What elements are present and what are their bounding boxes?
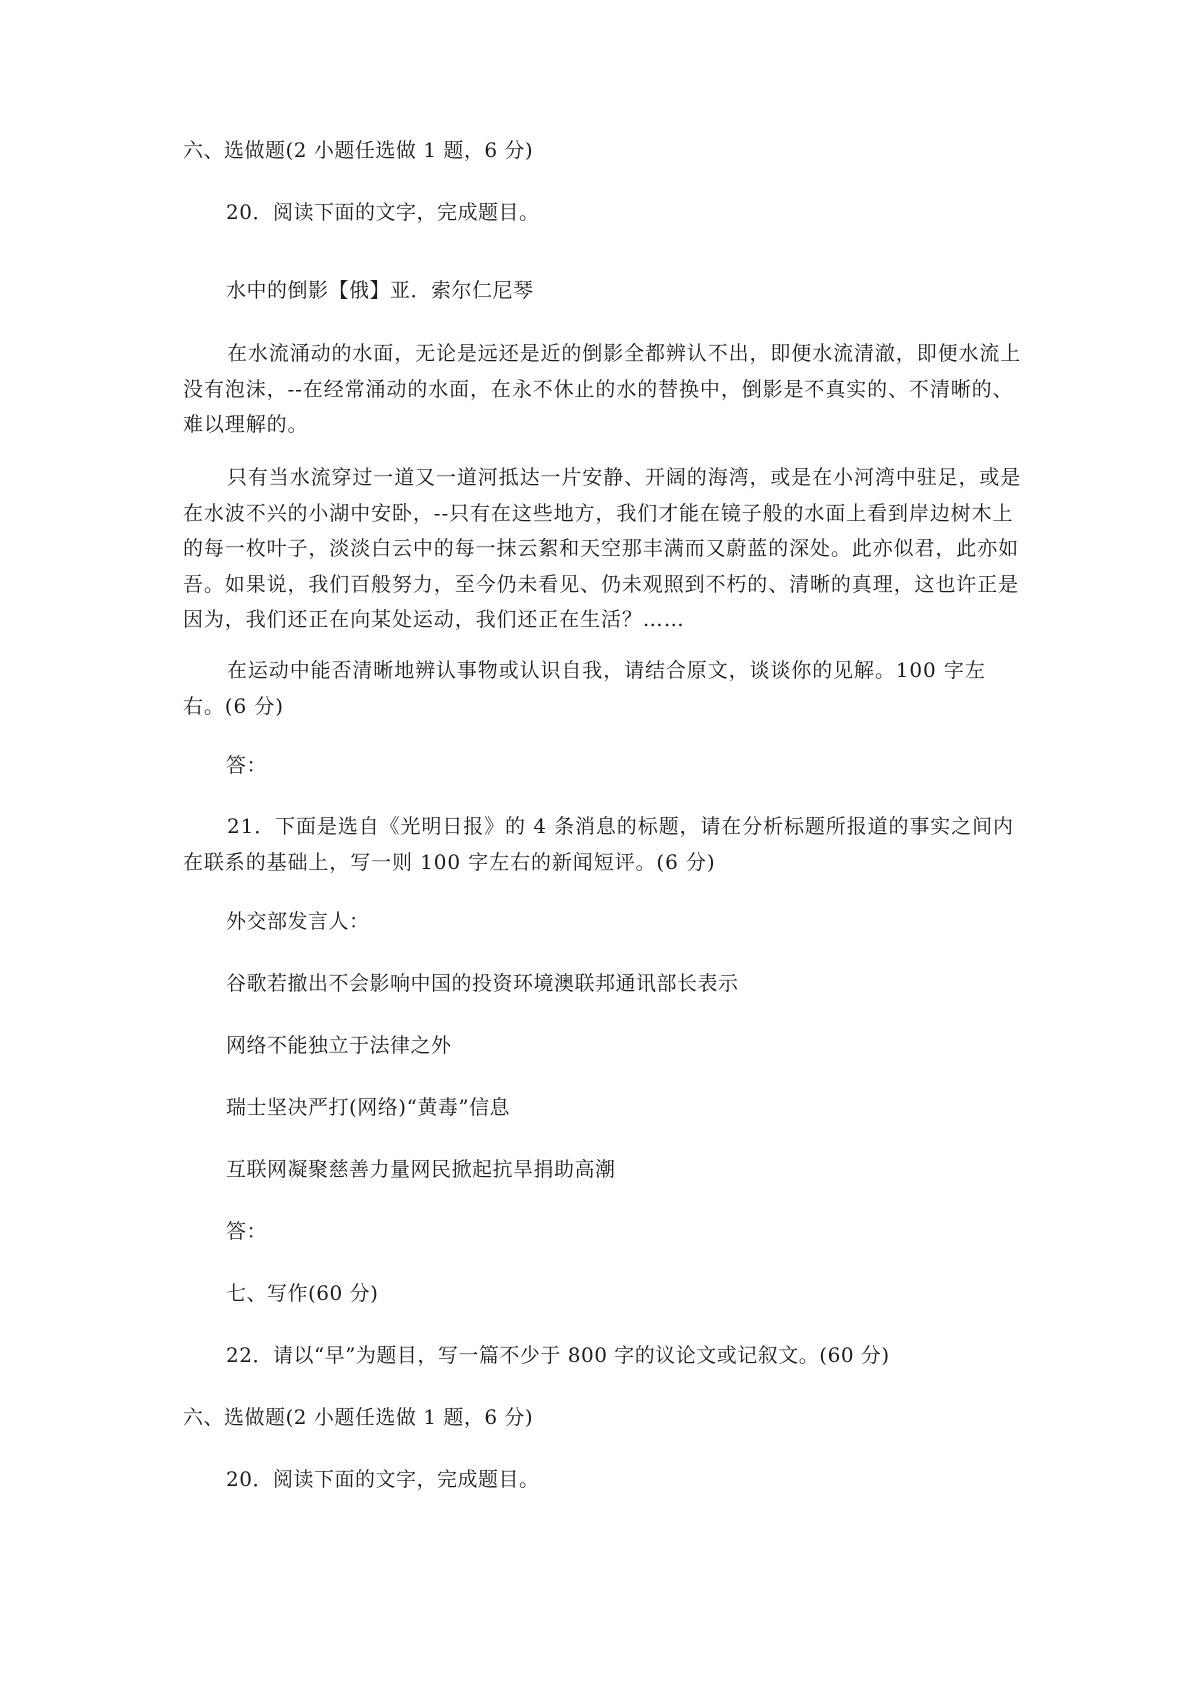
headline-item: 外交部发言人： — [226, 909, 370, 933]
passage-paragraph-2 — [183, 460, 1025, 638]
section-six-title-repeat: 六、选做题(2 小题任选做 1 题，6 分) — [183, 1405, 534, 1429]
headline-item: 互联网凝聚慈善力量网民掀起抗旱捐助高潮 — [226, 1157, 616, 1181]
question-21-answer-label: 答： — [226, 1219, 267, 1243]
question-20-task-text: 在运动中能否清晰地辨认事物或认识自我，请结合原文，谈谈你的见解。100 字左右。(6 分) — [183, 658, 986, 718]
question-21-prompt-text: 21．下面是选自《光明日报》的 4 条消息的标题，请在分析标题所报道的事实之间内在联系的基础上，写一则 100 字左右的新闻短评。(6 分) — [183, 814, 1014, 874]
section-seven-title: 七、写作(60 分) — [226, 1281, 379, 1305]
headline-item: 网络不能独立于法律之外 — [226, 1033, 452, 1057]
question-20-prompt-repeat: 20．阅读下面的文字，完成题目。 — [226, 1467, 540, 1491]
passage-paragraph-2-text: 只有当水流穿过一道又一道河抵达一片安静、开阔的海湾，或是在小河湾中驻足，或是在水波不兴的小湖中安卧，--只有在这些地方，我们才能在镜子般的水面上看到岸边树木上的每一枚叶子，淡淡白云中的每一抹云絮和天空那丰满而又蔚蓝的深处。此亦似君，此亦如吾。如果说，我们百般努力，至今仍未看见、仍未观照到不朽的、清晰的真理，这也许正是因为，我们还正在向某处运动，我们还正在生活？…… — [183, 465, 1022, 631]
headline-item: 谷歌若撤出不会影响中国的投资环境澳联邦通讯部长表示 — [226, 971, 739, 995]
question-21-prompt — [183, 809, 1025, 880]
passage-paragraph-1-text: 在水流涌动的水面，无论是远还是近的倒影全都辨认不出，即便水流清澈，即便水流上没有泡沫，--在经常涌动的水面，在永不休止的水的替换中，倒影是不真实的、不清晰的、难以理解的。 — [183, 341, 1022, 436]
question-20-prompt: 20．阅读下面的文字，完成题目。 — [226, 200, 540, 224]
question-22-prompt: 22．请以“早”为题目，写一篇不少于 800 字的议论文或记叙文。(60 分) — [226, 1343, 890, 1367]
section-six-title: 六、选做题(2 小题任选做 1 题，6 分) — [183, 138, 534, 162]
passage-title: 水中的倒影【俄】亚．索尔仁尼琴 — [226, 278, 534, 302]
headline-item: 瑞士坚决严打(网络)“黄毒”信息 — [226, 1095, 511, 1119]
question-20-answer-label: 答： — [226, 753, 267, 777]
passage-paragraph-1 — [183, 336, 1025, 443]
question-20-task — [183, 653, 1025, 724]
